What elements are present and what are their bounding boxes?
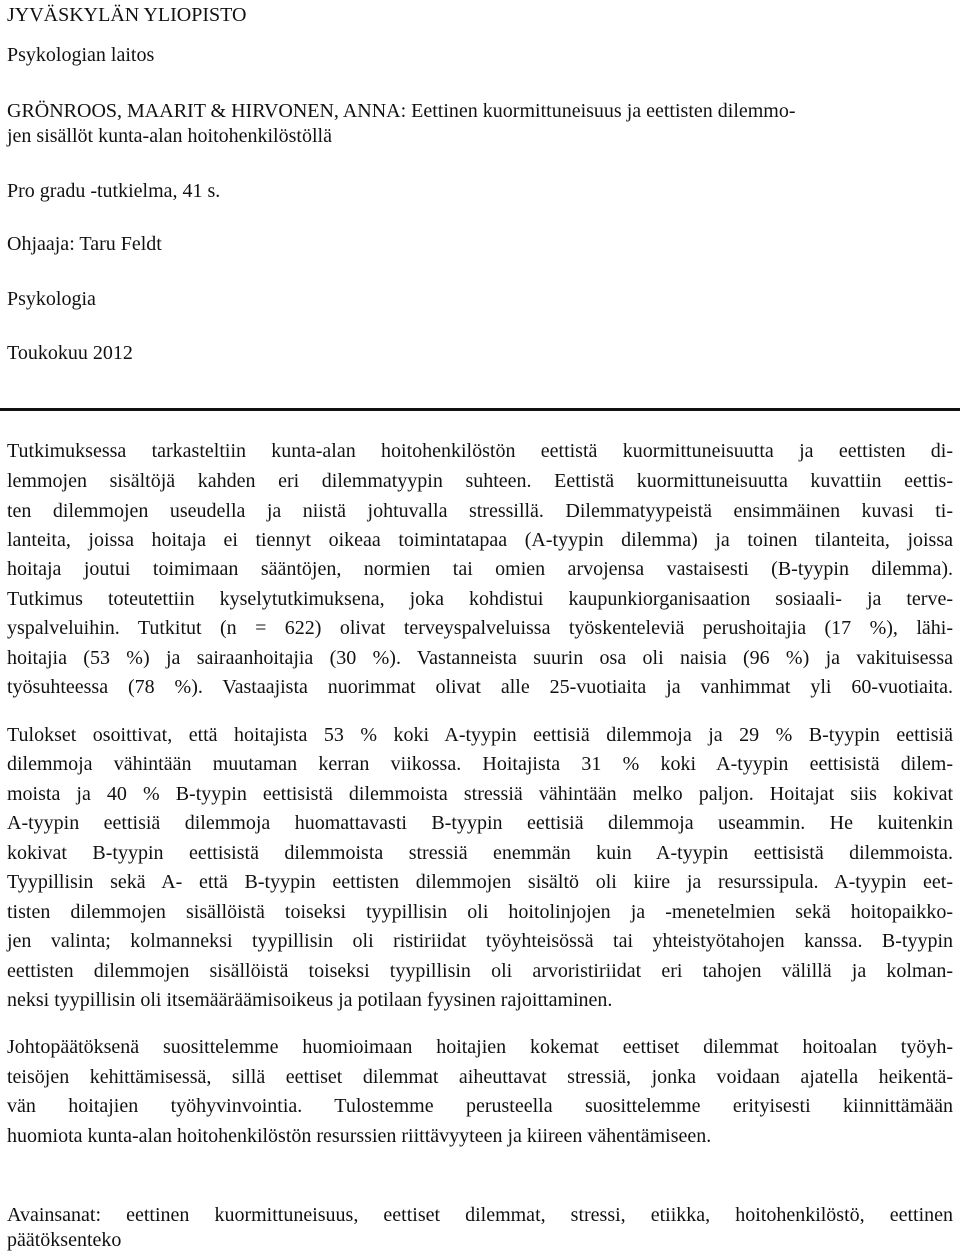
horizontal-rule — [0, 408, 960, 411]
department-name: Psykologian laitos — [7, 44, 155, 66]
keywords-line: päätöksenteko — [7, 1229, 122, 1251]
text-line: Johtopäätöksenä suosittelemme huomioimaan hoitajien kokemat eettiset dilemmat hoitoalan työyh- — [7, 1036, 953, 1058]
text-line: huomiota kunta-alan hoitohenkilöstön resurssien riittävyyteen ja kiireen vähentämiseen. — [7, 1125, 712, 1147]
text-line: A-tyypin eettisiä dilemmoja huomattavasti B-tyypin eettisiä dilemmoja useammin. He kuitenkin — [7, 812, 953, 834]
text-line: Tutkimus toteutettiin kyselytutkimuksena, joka kohdistui kaupunkiorganisaation sosiaali- ja terve- — [7, 588, 953, 610]
text-line: lemmojen sisältöjä kahden eri dilemmatyypin suhteen. Eettistä kuormittuneisuutta kuvattiin eettis- — [7, 470, 953, 492]
keywords-line: Avainsanat: eettinen kuormittuneisuus, eettiset dilemmat, stressi, etiikka, hoitohenkilöstö, eettinen — [7, 1204, 953, 1226]
text-line: Tutkimuksessa tarkasteltiin kunta-alan hoitohenkilöstön eettistä kuormittuneisuutta ja eettisten di- — [7, 440, 953, 462]
text-line: tisten dilemmojen sisällöistä toiseksi tyypillisin oli hoitolinjojen ja -menetelmien sekä hoitopaikko- — [7, 901, 953, 923]
text-line: lanteita, joissa hoitaja ei tiennyt oikeaa toimintatapaa (A-tyypin dilemma) ja toinen tilanteita, joissa — [7, 529, 953, 551]
text-line: moista ja 40 % B-tyypin eettisistä dilemmoista stressiä vähintään melko paljon. Hoitajat siis kokivat — [7, 783, 953, 805]
text-line: yspalveluihin. Tutkitut (n = 622) olivat terveyspalveluissa työskenteleviä perushoitajia (17 %), lähi- — [7, 617, 953, 639]
text-line: teisöjen kehittämisessä, sillä eettiset dilemmat aiheuttavat stressiä, jonka voidaan ajatella heikentä- — [7, 1066, 953, 1088]
university-name: JYVÄSKYLÄN YLIOPISTO — [7, 4, 247, 26]
thesis-title-line-1: GRÖNROOS, MAARIT & HIRVONEN, ANNA: Eettinen kuormittuneisuus ja eettisten dilemmo- — [7, 100, 796, 122]
text-line: dilemmoja vähintään muutaman kerran viikossa. Hoitajista 31 % koki A-tyypin eettisistä dilem- — [7, 753, 953, 775]
text-line: hoitajia (53 %) ja sairaanhoitajia (30 %). Vastanneista suurin osa oli naisia (96 %) ja vakituisessa — [7, 647, 953, 669]
text-line: eettisten dilemmojen sisällöistä toiseksi tyypillisin oli arvoristiriidat eri tahojen välillä ja kolman- — [7, 960, 953, 982]
text-line: hoitaja joutui toimimaan sääntöjen, normien tai omien arvojensa vastaisesti (B-tyypin dilemma). — [7, 558, 953, 580]
supervisor: Ohjaaja: Taru Feldt — [7, 233, 162, 255]
text-line: Tyypillisin sekä A- että B-tyypin eettisten dilemmojen sisältö oli kiire ja resurssipula. A-tyypin eet- — [7, 871, 953, 893]
subject: Psykologia — [7, 288, 96, 310]
text-line: vän hoitajien työhyvinvointia. Tulostemme perusteella suosittelemme erityisesti kiinnittämään — [7, 1095, 953, 1117]
thesis-type: Pro gradu -tutkielma, 41 s. — [7, 180, 221, 202]
date: Toukokuu 2012 — [7, 342, 133, 364]
text-line: ten dilemmojen useudella ja niistä johtuvalla stressillä. Dilemmatyypeistä ensimmäinen kuvasi ti- — [7, 500, 953, 522]
text-line: neksi tyypillisin oli itsemääräämisoikeus ja potilaan fyysinen rajoittaminen. — [7, 989, 613, 1011]
text-line: jen valinta; kolmanneksi tyypillisin oli ristiriidat työyhteisössä tai yhteistyötahojen kanssa. B-tyypin — [7, 930, 953, 952]
text-line: Tulokset osoittivat, että hoitajista 53 % koki A-tyypin eettisiä dilemmoja ja 29 % B-tyypin eettisiä — [7, 724, 953, 746]
text-line: kokivat B-tyypin eettisistä dilemmoista stressiä enemmän kuin A-tyypin eettisistä dilemmoista. — [7, 842, 953, 864]
thesis-title-line-2: jen sisällöt kunta-alan hoitohenkilöstöllä — [7, 125, 332, 147]
text-line: työsuhteessa (78 %). Vastaajista nuorimmat olivat alle 25-vuotiaita ja vanhimmat yli 60-vuotiaita. — [7, 676, 953, 698]
